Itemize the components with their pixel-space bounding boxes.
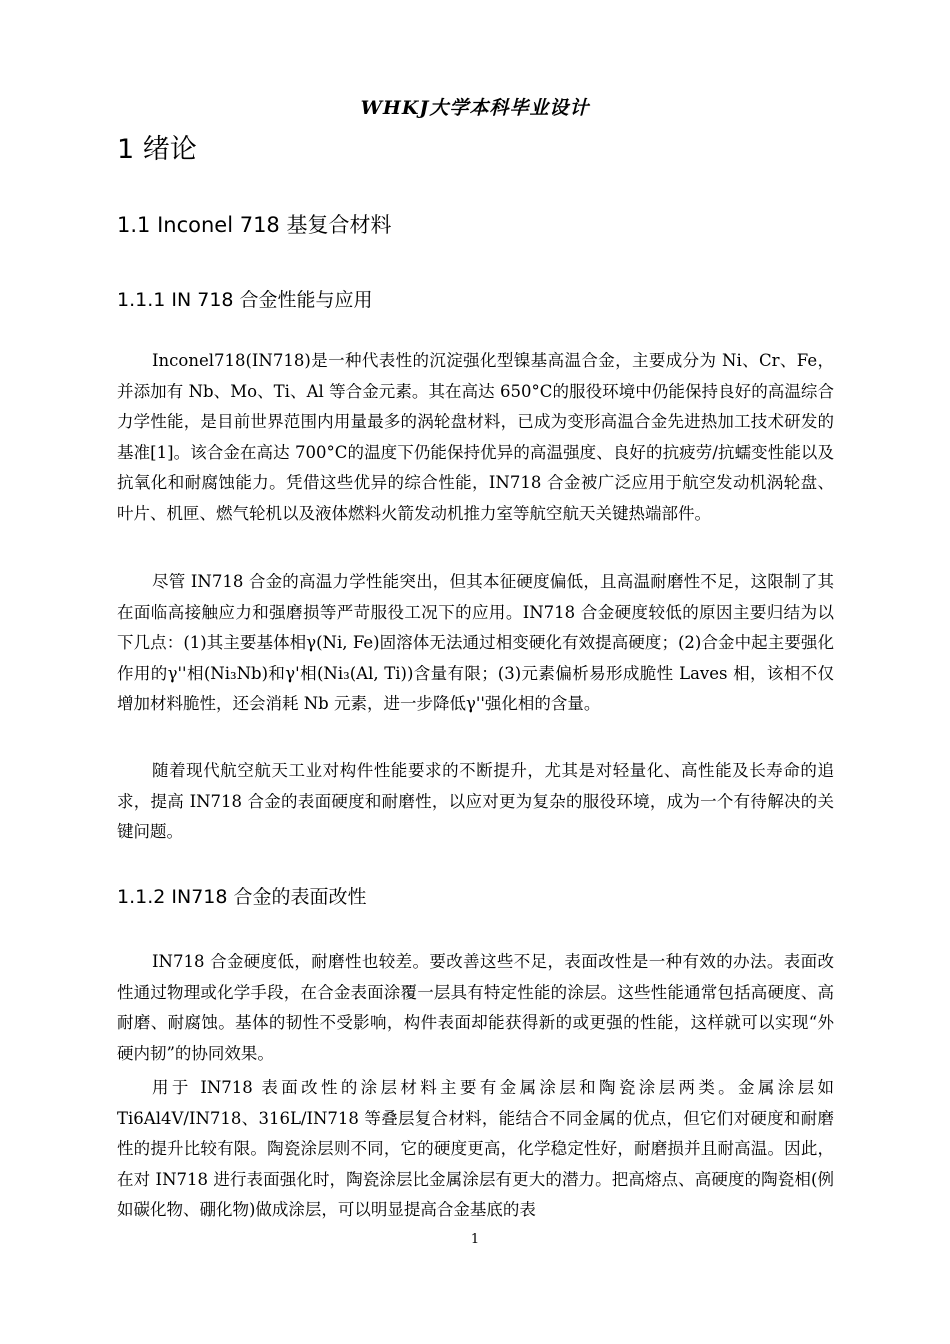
paragraph: 尽管 IN718 合金的高温力学性能突出，但其本征硬度偏低，且高温耐磨性不足，这限制了其在面临高接触应力和强磨损等严苛服役工况下的应用。IN718 合金硬度较低的原因主要归结为以下几点：(1)其主要基体相γ(Ni, Fe)固溶体无法通过相变硬化有效提高硬度；(2)合金中起主要强化作用的γ''相(Ni₃Nb)和γ'相(Ni₃(Al, Ti))含量有限；(3)元素偏析易形成脆性 Laves 相，该相不仅增加材料脆性，还会消耗 Nb 元素，进一步降低γ''强化相的含量。 <box>117 572 834 713</box>
paragraph: 随着现代航空航天工业对构件性能要求的不断提升，尤其是对轻量化、高性能及长寿命的追求，提高 IN718 合金的表面硬度和耐磨性，以应对更为复杂的服役环境，成为一个有待解决的关键问题。 <box>117 761 834 841</box>
paragraph: IN718 合金硬度低，耐磨性也较差。要改善这些不足，表面改性是一种有效的办法。表面改性通过物理或化学手段，在合金表面涂覆一层具有特定性能的涂层。这些性能通常包括高硬度、高耐磨、耐腐蚀。基体的韧性不受影响，构件表面却能获得新的或更强的性能，这样就可以实现“外硬内韧”的协同效果。 <box>117 952 834 1063</box>
chapter-title: 1 绪论 <box>117 134 197 165</box>
subsection-title: 1.1.2 IN718 合金的表面改性 <box>117 886 367 908</box>
paragraph: 用于 IN718 表面改性的涂层材料主要有金属涂层和陶瓷涂层两类。金属涂层如 Ti6Al4V/IN718、316L/IN718 等叠层复合材料，能结合不同金属的优点，但它们对硬度和耐磨性的提升比较有限。陶瓷涂层则不同，它的硬度更高，化学稳定性好，耐磨损并且耐高温。因此，在对 IN718 进行表面强化时，陶瓷涂层比金属涂层有更大的潜力。把高熔点、高硬度的陶瓷相(例如碳化物、硼化物)做成涂层，可以明显提高合金基底的表 <box>117 1078 834 1219</box>
page-number: 1 <box>470 1232 480 1247</box>
running-header: WHKJ大学本科毕业设计 <box>360 97 590 119</box>
subsection-title: 1.1.1 IN 718 合金性能与应用 <box>117 289 373 311</box>
paragraph: Inconel718(IN718)是一种代表性的沉淀强化型镍基高温合金，主要成分为 Ni、Cr、Fe，并添加有 Nb、Mo、Ti、Al 等合金元素。其在高达 650°C的服役环境中仍能保持良好的高温综合力学性能，是目前世界范围内用量最多的涡轮盘材料，已成为变形高温合金先进热加工技术研发的基准[1]。该合金在高达 700°C的温度下仍能保持优异的高温强度、良好的抗疲劳/抗蠕变性能以及抗氧化和耐腐蚀能力。凭借这些优异的综合性能，IN718 合金被广泛应用于航空发动机涡轮盘、叶片、机匣、燃气轮机以及液体燃料火箭发动机推力室等航空航天关键热端部件。 <box>117 351 834 523</box>
section-title: 1.1 Inconel 718 基复合材料 <box>117 213 392 237</box>
